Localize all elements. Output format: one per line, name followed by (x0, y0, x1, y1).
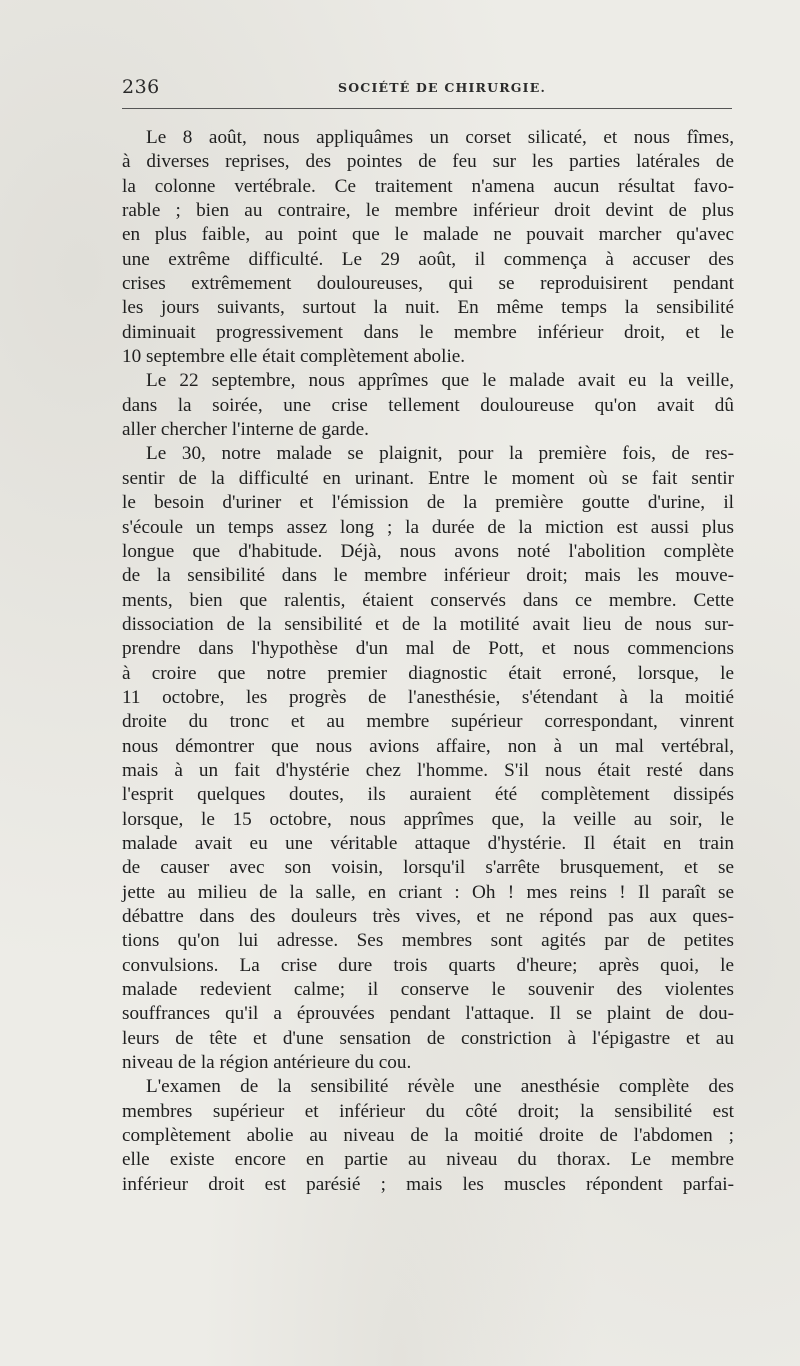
text-line: de causer avec son voisin, lorsqu'il s'arrête brusquement, et se (122, 857, 734, 879)
text-line: prendre dans l'hypothèse d'un mal de Pott, et nous commencions (122, 638, 734, 660)
text-line: membres supérieur et inférieur du côté droit; la sensibilité est (122, 1100, 734, 1122)
text-line: lorsque, le 15 octobre, nous apprîmes que, la veille au soir, le (122, 808, 734, 830)
page-header (120, 74, 734, 102)
text-line: de la sensibilité dans le membre inférieur droit; mais les mouve- (122, 565, 734, 587)
text-line: aller chercher l'interne de garde. (122, 419, 369, 441)
text-line: en plus faible, au point que le malade ne pouvait marcher qu'avec (122, 224, 734, 246)
text-line: nous démontrer que nous avions affaire, non à un mal vertébral, (122, 735, 734, 757)
text-line: longue que d'habitude. Déjà, nous avons noté l'abolition complète (122, 540, 734, 562)
header-rule (122, 108, 732, 109)
text-line: la colonne vertébrale. Ce traitement n'amena aucun résultat favo- (122, 175, 734, 197)
text-line: dissociation de la sensibilité et de la motilité avait lieu de nous sur- (122, 613, 734, 635)
text-line: à diverses reprises, des pointes de feu sur les parties latérales de (122, 151, 734, 173)
text-line: une extrême difficulté. Le 29 août, il commença à accuser des (122, 248, 734, 270)
text-line: diminuait progressivement dans le membre inférieur droit, et le (122, 321, 734, 343)
text-line: le besoin d'uriner et l'émission de la première goutte d'urine, il (122, 492, 734, 514)
text-line: jette au milieu de la salle, en criant : Oh ! mes reins ! Il paraît se (122, 881, 734, 903)
text-line: Le 30, notre malade se plaignit, pour la première fois, de res- (146, 443, 734, 465)
text-line: s'écoule un temps assez long ; la durée de la miction est aussi plus (122, 516, 734, 538)
text-line: L'examen de la sensibilité révèle une anesthésie complète des (146, 1076, 734, 1098)
text-line: dans la soirée, une crise tellement douloureuse qu'on avait dû (122, 394, 734, 416)
text-line: 10 septembre elle était complètement abolie. (122, 346, 466, 368)
text-line: 11 octobre, les progrès de l'anesthésie, s'étendant à la moitié (122, 686, 734, 708)
text-line: tions qu'on lui adresse. Ses membres sont agités par de petites (122, 930, 734, 952)
text-line: malade redevient calme; il conserve le souvenir des violentes (122, 979, 734, 1001)
text-line: malade avait eu une véritable attaque d'hystérie. Il était en train (122, 832, 734, 854)
text-line: ments, bien que ralentis, étaient conservés dans ce membre. Cette (122, 589, 734, 611)
text-line: rable ; bien au contraire, le membre inférieur droit devint de plus (122, 200, 734, 222)
text-line: mais à un fait d'hystérie chez l'homme. S'il nous était resté dans (122, 759, 734, 781)
text-line: convulsions. La crise dure trois quarts d'heure; après quoi, le (122, 954, 734, 976)
text-line: Le 22 septembre, nous apprîmes que le malade avait eu la veille, (146, 370, 734, 392)
text-line: leurs de tête et d'une sensation de constriction à l'épigastre et au (122, 1027, 734, 1049)
text-line: les jours suivants, surtout la nuit. En même temps la sensibilité (122, 297, 734, 319)
text-line: sentir de la difficulté en urinant. Entre le moment où se fait sentir (122, 467, 734, 489)
text-line: débattre dans des douleurs très vives, et ne répond pas aux ques- (122, 906, 734, 927)
text-line: souffrances qu'il a éprouvées pendant l'attaque. Il se plaint de dou- (122, 1003, 734, 1025)
text-line: elle existe encore en partie au niveau du thorax. Le membre (122, 1149, 734, 1171)
page-number: 236 (122, 76, 160, 98)
text-line: l'esprit quelques doutes, ils auraient été complètement dissipés (122, 784, 734, 806)
text-line: niveau de la région antérieure du cou. (122, 1052, 412, 1074)
text-line: crises extrêmement douloureuses, qui se reproduisirent pendant (122, 273, 734, 295)
running-head: SOCIÉTÉ DE CHIRURGIE. (337, 80, 547, 95)
text-line: à croire que notre premier diagnostic était erroné, lorsque, le (122, 662, 734, 684)
text-line: droite du tronc et au membre supérieur correspondant, vinrent (122, 711, 734, 733)
text-line: complètement abolie au niveau de la moitié droite de l'abdomen ; (122, 1125, 734, 1147)
text-line: Le 8 août, nous appliquâmes un corset silicaté, et nous fîmes, (146, 127, 734, 148)
body-text (122, 126, 734, 1197)
text-line: inférieur droit est parésié ; mais les muscles répondent parfai- (122, 1173, 734, 1195)
